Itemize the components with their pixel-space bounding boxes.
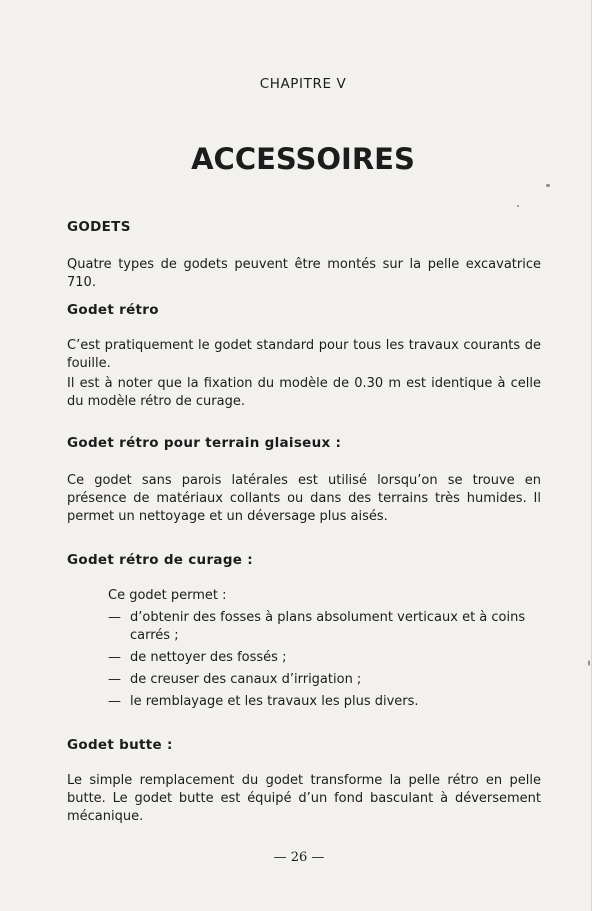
list-item-text: le remblayage et les travaux les plus divers. <box>130 694 419 709</box>
godet-retro-paragraph-2: Il est à noter que la fixation du modèle de 0.30 m est identique à celle du modèle rétro de curage. <box>67 376 541 409</box>
godet-retro-paragraph-1: C’est pratiquement le godet standard pour tous les travaux courants de fouille. <box>67 338 541 371</box>
list-item <box>108 609 542 645</box>
godet-glaiseux-paragraph: Ce godet sans parois latérales est utilisé lorsqu’on se trouve en présence de matériaux collants ou dans des terrains très humides. Il permet un nettoyage et un déversage plus aisés. <box>67 473 541 524</box>
list-dash: — <box>108 610 121 625</box>
list-dash: — <box>108 650 121 665</box>
section-heading-godet-butte: Godet butte : <box>67 737 173 753</box>
godet-butte-paragraph: Le simple remplacement du godet transforme la pelle rétro en pelle butte. Le godet butte est équipé d’un fond basculant à déversement mécanique. <box>67 773 541 824</box>
list-item-text: d’obtenir des fosses à plans absolument verticaux et à coins carrés ; <box>130 610 526 643</box>
section-heading-godet-retro: Godet rétro <box>67 302 159 318</box>
section-heading-godet-curage: Godet rétro de curage : <box>67 552 253 568</box>
section-heading-godets: GODETS <box>67 219 131 235</box>
list-item-text: de nettoyer des fossés ; <box>130 650 287 665</box>
list-item <box>108 649 542 667</box>
godets-paragraph: Quatre types de godets peuvent être montés sur la pelle excavatrice 710. <box>67 257 541 290</box>
list-item-text: de creuser des canaux d’irrigation ; <box>130 672 362 687</box>
list-item <box>108 671 542 689</box>
page-number: — 26 — <box>273 850 325 865</box>
paper-speck <box>517 205 519 207</box>
paper-speck <box>588 660 590 666</box>
list-item <box>108 693 542 711</box>
paper-speck <box>546 184 550 187</box>
section-heading-godet-glaiseux: Godet rétro pour terrain glaiseux : <box>67 435 342 451</box>
list-dash: — <box>108 694 121 709</box>
list-dash: — <box>108 672 121 687</box>
godet-curage-list <box>108 587 542 711</box>
godet-curage-intro: Ce godet permet : <box>108 588 227 603</box>
chapter-label: CHAPITRE V <box>259 76 347 92</box>
page-title: ACCESSOIRES <box>191 142 415 176</box>
